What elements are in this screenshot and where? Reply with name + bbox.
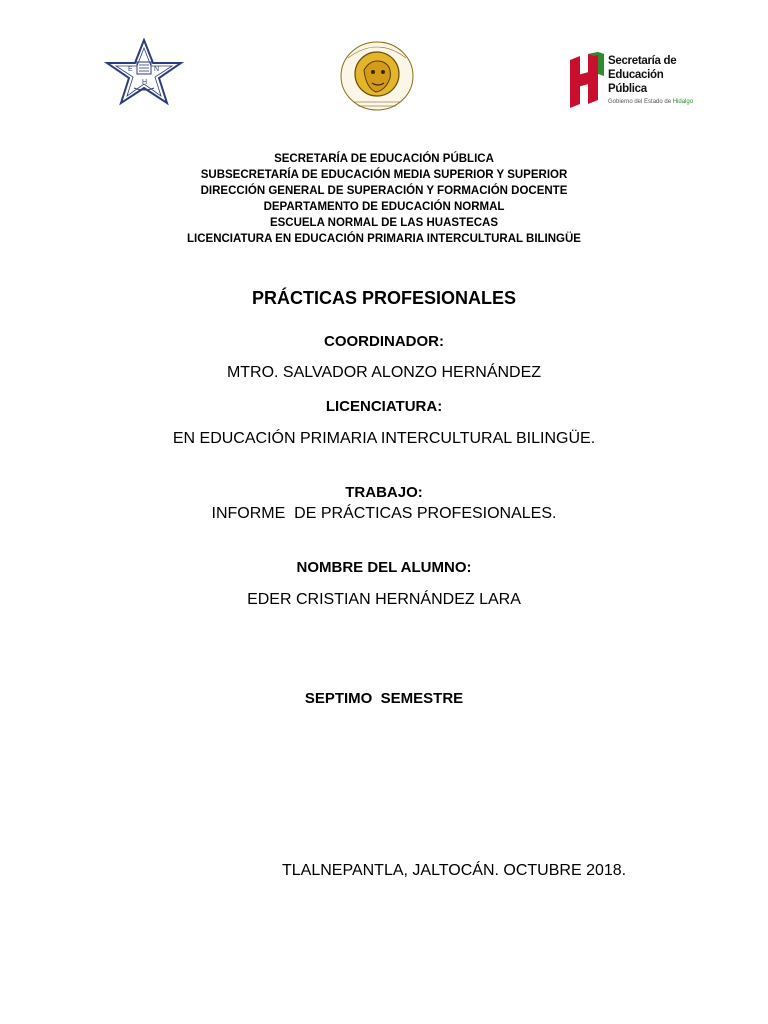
header-line: SUBSECRETARÍA DE EDUCACIÓN MEDIA SUPERIOR Y SUPERIOR bbox=[200, 169, 568, 181]
sep-logo-line3: Gobierno del Estado de Hidalgo bbox=[608, 99, 694, 105]
header-line: ESCUELA NORMAL DE LAS HUASTECAS bbox=[269, 217, 499, 229]
svg-text:H: H bbox=[142, 79, 148, 86]
lepib-seal-logo bbox=[336, 40, 418, 116]
header-line: SECRETARÍA DE EDUCACIÓN PÚBLICA bbox=[274, 153, 494, 165]
student-label: NOMBRE DEL ALUMNO: bbox=[296, 559, 472, 576]
student-name: EDER CRISTIAN HERNÁNDEZ LARA bbox=[247, 591, 521, 608]
coordinator-name: MTRO. SALVADOR ALONZO HERNÁNDEZ bbox=[226, 364, 542, 381]
place-date: TLALNEPANTLA, JALTOCÁN. OCTUBRE 2018. bbox=[282, 862, 627, 879]
sep-hidalgo-logo bbox=[564, 52, 694, 108]
degree-label: LICENCIATURA: bbox=[325, 398, 443, 415]
work-label: TRABAJO: bbox=[345, 484, 423, 501]
svg-text:N: N bbox=[154, 66, 160, 73]
sep-logo-line2: Educación Pública bbox=[608, 69, 664, 95]
document-title: PRÁCTICAS PROFESIONALES bbox=[251, 288, 517, 308]
header-line: LICENCIATURA EN EDUCACIÓN PRIMARIA INTERCULTURAL BILINGÜE bbox=[187, 233, 581, 245]
degree-value: EN EDUCACIÓN PRIMARIA INTERCULTURAL BILINGÜE. bbox=[172, 430, 596, 447]
coordinator-label: COORDINADOR: bbox=[324, 333, 444, 350]
school-star-logo bbox=[104, 38, 184, 106]
work-value: INFORME DE PRÁCTICAS PROFESIONALES. bbox=[211, 505, 557, 522]
sep-logo-line1: Secretaría de bbox=[608, 55, 677, 67]
semester-label: SEPTIMO SEMESTRE bbox=[304, 690, 464, 707]
institution-header bbox=[0, 151, 768, 247]
svg-text:E: E bbox=[128, 66, 133, 73]
header-line: DIRECCIÓN GENERAL DE SUPERACIÓN Y FORMACIÓN DOCENTE bbox=[200, 185, 568, 197]
header-line: DEPARTAMENTO DE EDUCACIÓN NORMAL bbox=[263, 201, 505, 213]
